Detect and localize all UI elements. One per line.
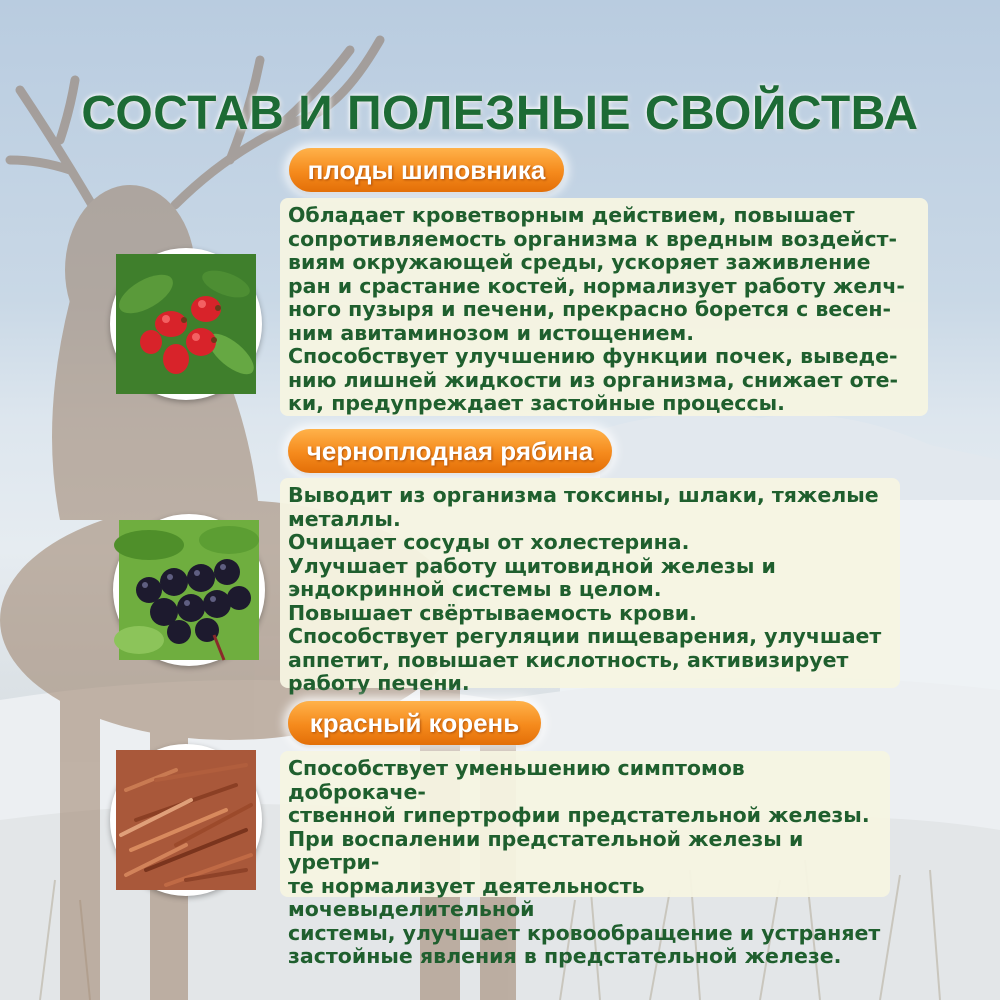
rosehip-berries-icon: [110, 248, 262, 400]
section-text-chokeberry: Выводит из организма токсины, шлаки, тяжелые металлы. Очищает сосуды от холестерина. Улучшает работу щитовидной железы и эндокринной системы в целом. Повышает свёртываемость крови. Способствует регуляции пищеварения, улучшает аппетит, повышает кислотность, активизирует работу печени.: [280, 478, 900, 688]
section-label-red-root: красный корень: [288, 701, 541, 745]
page-title: СОСТАВ И ПОЛЕЗНЫЕ СВОЙСТВА: [81, 87, 919, 140]
chokeberry-icon: [113, 514, 265, 666]
red-root-icon: [110, 744, 262, 896]
section-label-chokeberry: черноплодная рябина: [288, 429, 612, 473]
section-text-red-root: Способствует уменьшению симптомов доброкаче- ственной гипертрофии предстательной железы. При воспалении предстательной железы и уретри- те нормализует деятельность мочевыделительной системы, улучшает кровообращение и устраняет застойные явления в предстательной железе.: [280, 751, 890, 897]
section-text-rosehip: Обладает кроветворным действием, повышает сопротивляемость организма к вредным воздейст- виям окружающей среды, ускоряет заживление ран и срастание костей, нормализует работу желч- ного пузыря и печени, прекрасно борется с весен- ним авитаминозом и истощением. Способствует улучшению функции почек, выведе- нию лишней жидкости из организма, снижает оте- ки, предупреждает застойные процессы.: [280, 198, 928, 416]
section-label-rosehip: плоды шиповника: [289, 148, 564, 192]
